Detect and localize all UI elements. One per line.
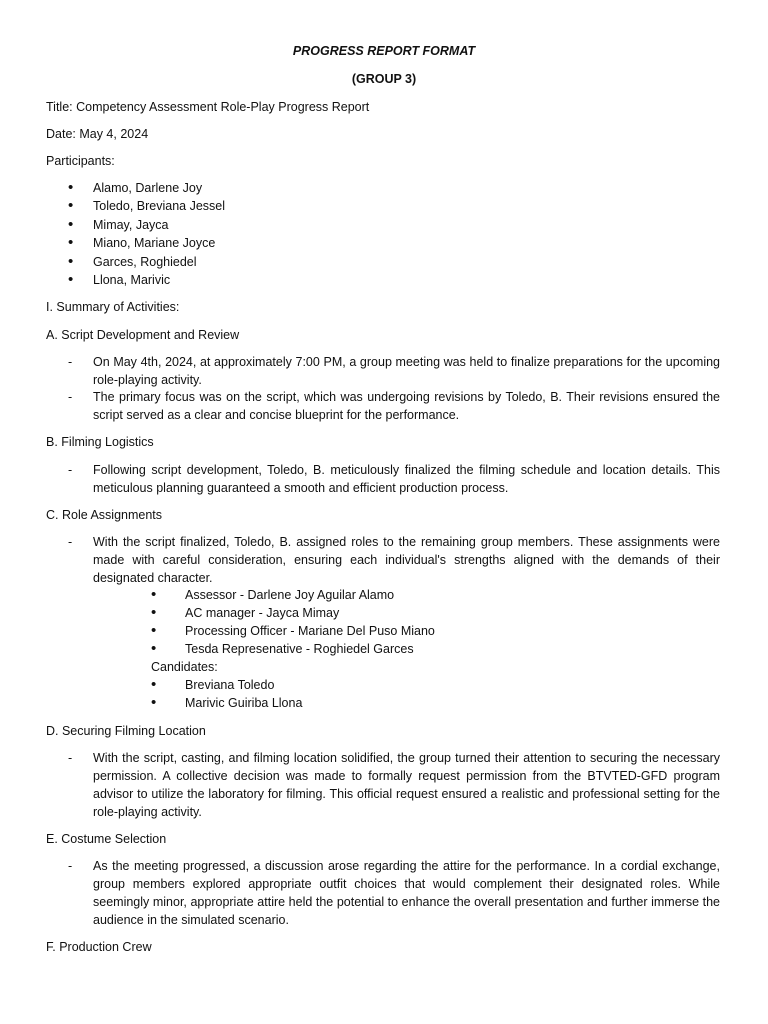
date-line: Date: May 4, 2024: [46, 127, 149, 141]
dash-marker: -: [68, 463, 73, 477]
activity-text: With the script, casting, and filming location solidified, the group turned their attention to securing the necessary permission. A collective decision was made to formally request permission from the BTVTED-GFD program advisor to utilize the laboratory for filming. This official request ensured a realistic and professional setting for the role-playing activity.: [93, 751, 720, 819]
dash-marker: -: [68, 859, 73, 873]
summary-heading: I. Summary of Activities:: [46, 300, 180, 314]
candidate-item: • Marivic Guiriba Llona: [151, 694, 302, 712]
dash-marker: -: [68, 751, 73, 765]
participant-item: • Miano, Mariane Joyce: [68, 234, 225, 252]
dash-marker: -: [68, 390, 73, 404]
participant-item: • Llona, Marivic: [68, 271, 225, 289]
participants-label: Participants:: [46, 154, 115, 168]
activity-item: [68, 857, 720, 929]
activity-text: Following script development, Toledo, B. meticulously finalized the filming schedule and location details. This meticulous planning guaranteed a smooth and efficient production process.: [93, 463, 720, 495]
activity-item: [68, 533, 720, 587]
role-item: • Processing Officer - Mariane Del Puso Miano: [151, 622, 435, 640]
section-heading-role-assignments: C. Role Assignments: [46, 508, 163, 522]
section-heading-filming-logistics: B. Filming Logistics: [46, 435, 154, 449]
activity-text: As the meeting progressed, a discussion arose regarding the attire for the performance. In a cordial exchange, group members explored appropriate outfit choices that would complement their designated roles. While seemingly minor, appropriate attire held the potential to enhance the overall presentation and further immerse the audience in the simulated scenario.: [93, 859, 720, 927]
activity-text: The primary focus was on the script, which was undergoing revisions by Toledo, B. Their revisions ensured the script served as a clear and concise blueprint for the performance.: [93, 390, 720, 422]
dash-marker: -: [68, 355, 73, 369]
section-heading-production-crew: F. Production Crew: [46, 940, 152, 954]
dash-marker: -: [68, 535, 73, 549]
role-item: • AC manager - Jayca Mimay: [151, 604, 435, 622]
participant-item: • Garces, Roghiedel: [68, 253, 225, 271]
role-list: [151, 586, 435, 658]
participants-list: [68, 179, 225, 289]
activity-item: [68, 749, 720, 821]
candidate-item: • Breviana Toledo: [151, 676, 302, 694]
section-heading-script-development: A. Script Development and Review: [46, 328, 240, 342]
activity-item: [68, 461, 720, 497]
candidates-list: [151, 676, 302, 712]
activity-text: On May 4th, 2024, at approximately 7:00 PM, a group meeting was held to finalize preparations for the upcoming role-playing activity.: [93, 355, 720, 387]
group-label: (GROUP 3): [351, 72, 417, 86]
role-item: • Tesda Represenative - Roghiedel Garces: [151, 640, 435, 658]
document-title: PROGRESS REPORT FORMAT: [292, 44, 476, 58]
report-title-line: Title: Competency Assessment Role-Play Progress Report: [46, 100, 370, 114]
section-heading-costume-selection: E. Costume Selection: [46, 832, 167, 846]
section-heading-securing-location: D. Securing Filming Location: [46, 724, 206, 738]
activity-text: With the script finalized, Toledo, B. assigned roles to the remaining group members. These assignments were made with careful consideration, ensuring each individual's strengths aligned with the demands of their designated character.: [93, 535, 720, 585]
participant-item: • Toledo, Breviana Jessel: [68, 197, 225, 215]
candidates-label: Candidates:: [151, 660, 218, 674]
participant-item: • Alamo, Darlene Joy: [68, 179, 225, 197]
participant-item: • Mimay, Jayca: [68, 216, 225, 234]
activity-item: [68, 353, 720, 389]
activity-item: [68, 388, 720, 424]
role-item: • Assessor - Darlene Joy Aguilar Alamo: [151, 586, 435, 604]
